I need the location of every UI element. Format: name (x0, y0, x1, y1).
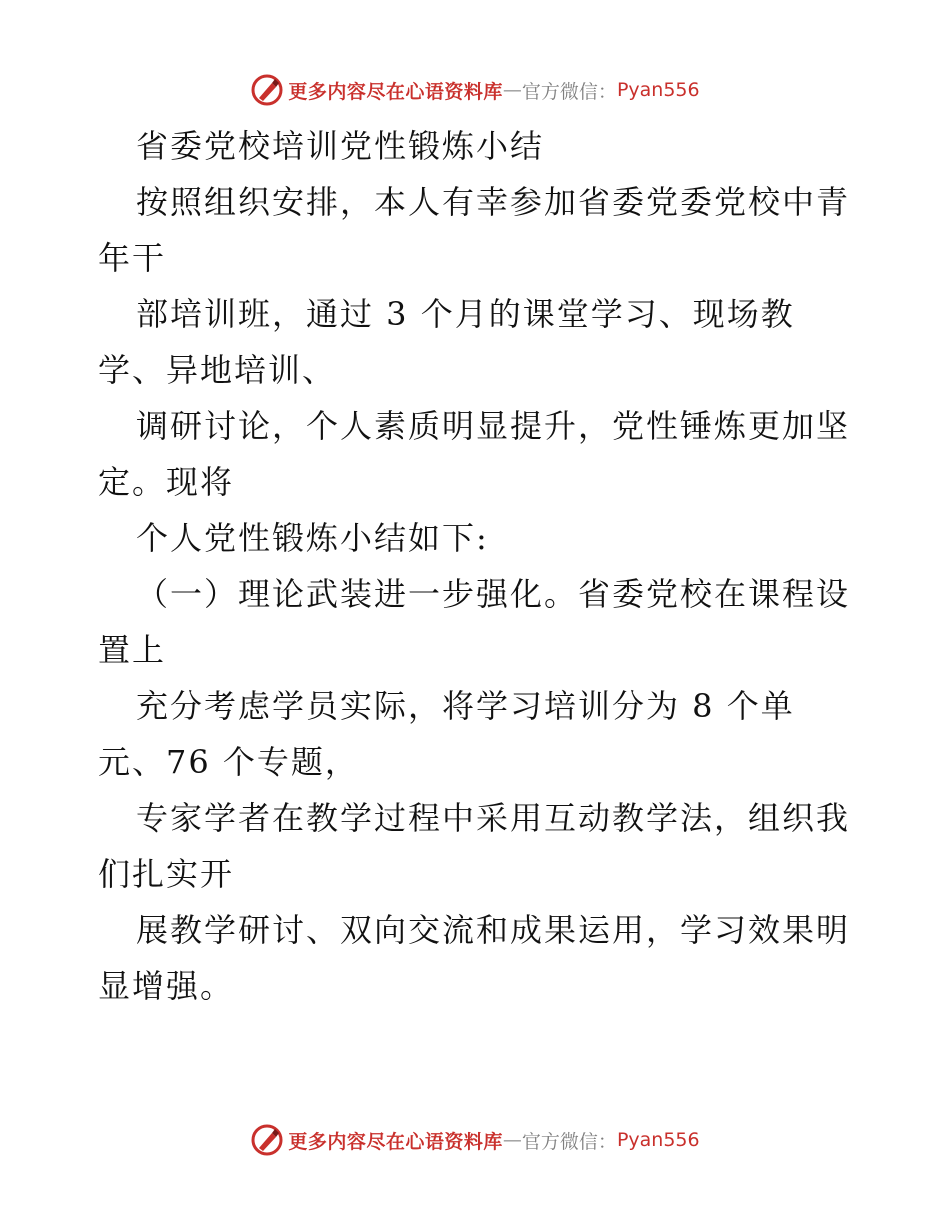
text-line: 专家学者在教学过程中采用互动教学法，组织我 (136, 799, 851, 837)
watermark-main-text: 更多内容尽在心语资料库 (288, 1130, 503, 1153)
text-line: 元、76 个专题， (98, 743, 359, 781)
text-line: 按照组织安排，本人有幸参加省委党委党校中青 (136, 183, 851, 221)
footer-watermark (0, 1120, 950, 1160)
watermark-code: Pyan556 (616, 79, 700, 101)
text-line: 展教学研讨、双向交流和成果运用，学习效果明 (136, 911, 851, 949)
text-line: 学、异地培训、 (98, 351, 337, 389)
watermark-main-text: 更多内容尽在心语资料库 (288, 80, 503, 103)
watermark-dash: — (502, 1129, 522, 1151)
text-line: 们扎实开 (98, 855, 235, 893)
text-line: 显增强。 (98, 967, 235, 1005)
text-line: 置上 (98, 631, 167, 669)
text-line: 年干 (98, 239, 167, 277)
text-line: 定。现将 (98, 463, 235, 501)
header-watermark (0, 70, 950, 110)
watermark-sub-text: 官方微信： (521, 80, 617, 103)
text-line: 个人党性锻炼小结如下: (136, 519, 489, 557)
watermark-code: Pyan556 (616, 1129, 700, 1151)
watermark-dash: — (502, 79, 522, 101)
document-body (98, 118, 858, 1014)
pen-logo-icon (250, 73, 284, 107)
watermark-sub-text: 官方微信： (521, 1130, 617, 1153)
section-heading-line: （一）理论武装进一步强化。省委党校在课程设 (136, 575, 851, 613)
text-line: 部培训班，通过 3 个月的课堂学习、现场教 (136, 295, 795, 333)
text-line: 调研讨论，个人素质明显提升，党性锤炼更加坚 (136, 407, 851, 445)
document-title: 省委党校培训党性锻炼小结 (136, 127, 545, 165)
text-line: 充分考虑学员实际，将学习培训分为 8 个单 (136, 687, 795, 725)
pen-logo-icon (250, 1123, 284, 1157)
